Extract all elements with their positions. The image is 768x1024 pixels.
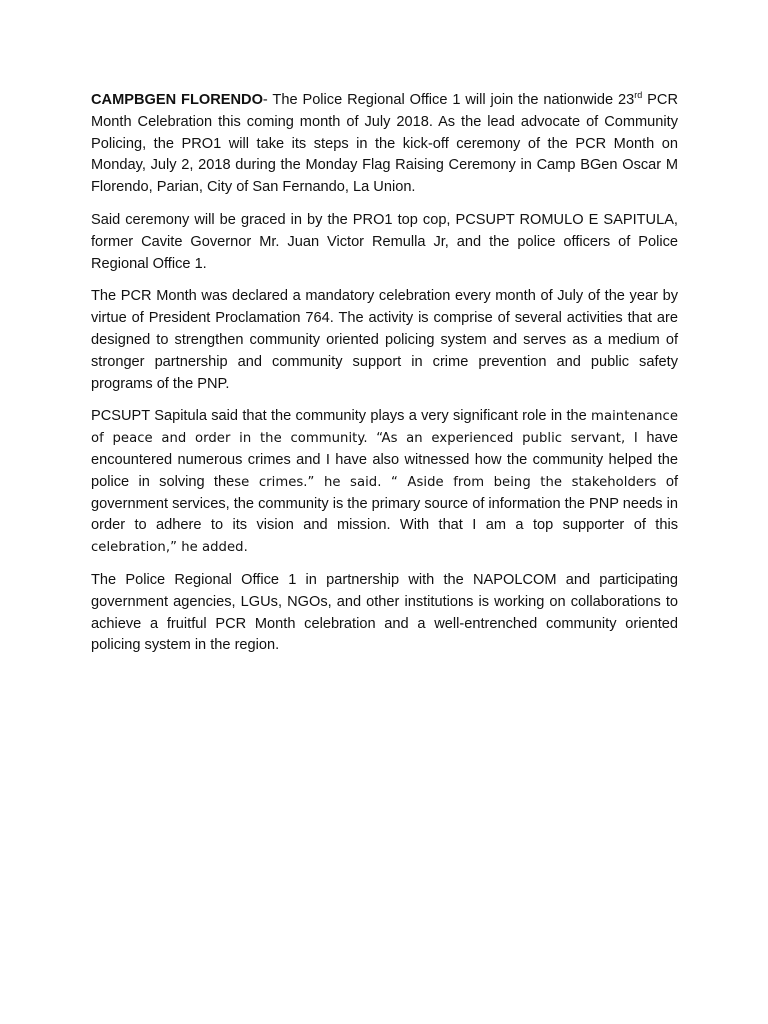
paragraph-2: Said ceremony will be graced in by the PRO1 top cop, PCSUPT ROMULO E SAPITULA, former Cavite Governor Mr. Juan Victor Remulla Jr, and the police officers of Police Regional Office 1. xyxy=(91,211,678,272)
paragraph-4-part-1: PCSUPT Sapitula said that the community plays a very significant role in the xyxy=(91,408,592,425)
paragraph-1 xyxy=(91,90,678,199)
paragraph-4-quote-1: maintenance of peace and order in the community. “As an experienced public servant, I xyxy=(91,409,678,447)
paragraph-4 xyxy=(91,406,678,559)
paragraph-5: The Police Regional Office 1 in partnership with the NAPOLCOM and participating government agencies, LGUs, NGOs, and other institutions is working on collaborations to achieve a fruitful PCR Month celebration and a well-entrenched community oriented policing system in the region. xyxy=(91,571,678,654)
paragraph-1-text-a: - The Police Regional Office 1 will join the nationwide 23 xyxy=(262,92,635,108)
paragraph-4-quote-2: se crimes.” he said. “ Aside from being the stakeholders xyxy=(234,474,657,490)
paragraph-4-part-5: of government services, the community is the primary source of information the PNP needs in order to adhere to its vision and mission. With that I am a top supporter of this xyxy=(91,473,678,534)
ordinal-suffix: rd xyxy=(634,90,643,100)
dateline: CAMPBGEN FLORENDO xyxy=(91,92,263,108)
article-body xyxy=(91,90,678,668)
paragraph-3: The PCR Month was declared a mandatory celebration every month of July of the year by virtue of President Proclamation 764. The activity is comprise of several activities that are designed to strengthen community oriented policing system and serves as a medium of stronger partnership and community support in crime prevention and public safety programs of the PNP. xyxy=(91,288,678,392)
paragraph-4-quote-3: celebration,” he added. xyxy=(91,540,248,556)
paragraph-4-part-3: have encountered numerous crimes and I have also witnessed how the community helped the police in solving the xyxy=(91,430,678,490)
paragraph-1-text-b: PCR Month Celebration this coming month of July 2018. As the lead advocate of Community Policing, the PRO1 will take its steps in the kick-off ceremony of the PCR Month on Monday, July 2, 2018 during the Monday Flag Raising Ceremony in Camp BGen Oscar M Florendo, Parian, City of San Fernando, La Union. xyxy=(91,92,678,196)
